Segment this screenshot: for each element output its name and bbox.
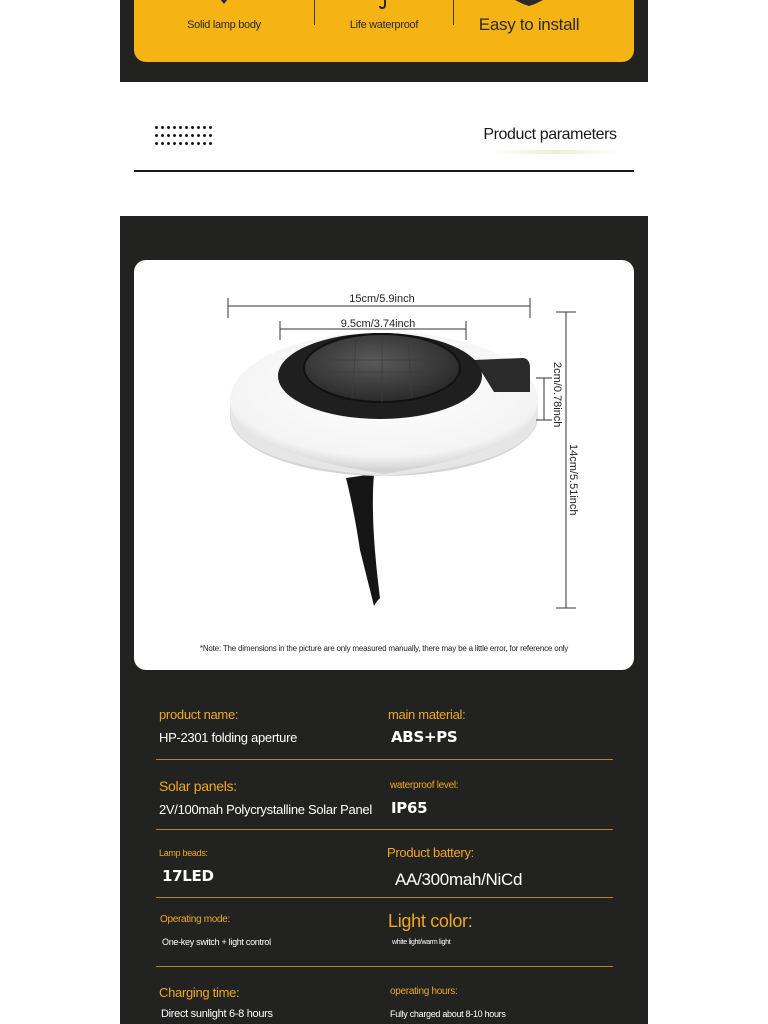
feature-solid-lamp-body [134,0,314,62]
dot [167,134,170,137]
thickness-label: 2cm/0.78inch [551,362,563,428]
param-value-product-battery: AA/300mah/NiCd [395,870,523,889]
section-divider [134,170,634,172]
param-value-operating-hours: Fully charged about 8-10 hours [390,1009,506,1019]
param-value-product-name: HP-2301 folding aperture [159,730,298,745]
dot [155,134,158,137]
param-label-product-name: product name: [159,707,239,722]
param-label-charging-time: Charging time: [159,985,240,1000]
param-value-lamp-beads: 17LED [162,867,214,885]
section-title: Product parameters [483,126,617,143]
param-value-operating-mode: One-key switch + light control [162,937,271,947]
feature-easy-to-install [454,0,604,62]
dot [203,142,206,145]
row-divider [156,759,613,760]
title-underline-glow [490,150,620,154]
row-divider [156,897,613,898]
dot [167,126,170,129]
product-dimension-diagram [134,260,634,670]
product-image-card [134,260,634,670]
dot [209,142,212,145]
dot [179,142,182,145]
param-value-main-material: ABS+PS [391,728,458,746]
row-divider [156,829,613,830]
feature-label: Solid lamp body [187,19,261,31]
dimension-height [556,312,579,608]
dot [191,134,194,137]
dot [173,134,176,137]
dot [161,126,164,129]
param-label-operating-hours: operating hours: [390,986,458,997]
param-label-lamp-beads: Lamp beads: [159,848,208,858]
dot [191,142,194,145]
dimension-note: *Note: The dimensions in the picture are only measured manually, there may be a little error, for reference only [199,644,569,653]
tool-icon [507,0,551,15]
dot [203,134,206,137]
ground-stake [346,474,380,606]
param-value-charging-time: Direct sunlight 6-8 hours [161,1008,273,1020]
param-label-solar-panels: Solar panels: [159,778,237,794]
dot [161,142,164,145]
param-label-waterproof-level: waterproof level: [390,780,459,791]
param-label-product-battery: Product battery: [387,845,474,860]
dot [197,126,200,129]
panel-width-label: 9.5cm/3.74inch [340,318,416,330]
dot [173,126,176,129]
feature-life-waterproof [314,0,454,62]
outer-width-label: 15cm/5.9inch [349,293,415,305]
dot [179,134,182,137]
dot-grid-decoration [155,126,213,146]
dot [161,134,164,137]
dimension-outer-width [228,293,530,318]
dot [155,142,158,145]
dot [185,126,188,129]
feature-label: Life waterproof [349,19,419,31]
dot [203,126,206,129]
drop-icon [212,0,236,15]
dot [179,126,182,129]
dot [173,142,176,145]
dot [209,134,212,137]
dot [167,142,170,145]
dot [185,142,188,145]
dimension-thickness [536,362,563,427]
dot [155,126,158,129]
param-value-solar-panels: 2V/100mah Polycrystalline Solar Panel [159,802,372,817]
param-label-main-material: main material: [388,707,466,722]
param-label-operating-mode: Operating mode: [160,914,230,925]
dot [197,134,200,137]
dot [209,126,212,129]
feature-label: Easy to install [478,15,580,34]
hook-icon [376,0,392,17]
param-value-light-color: white light/warm light [392,939,451,946]
param-value-waterproof-level: IP65 [391,799,428,817]
height-label: 14cm/5.51inch [567,444,579,516]
dot [185,134,188,137]
row-divider [156,966,613,967]
dot [191,126,194,129]
dot [197,142,200,145]
param-label-light-color: Light color: [388,911,473,931]
